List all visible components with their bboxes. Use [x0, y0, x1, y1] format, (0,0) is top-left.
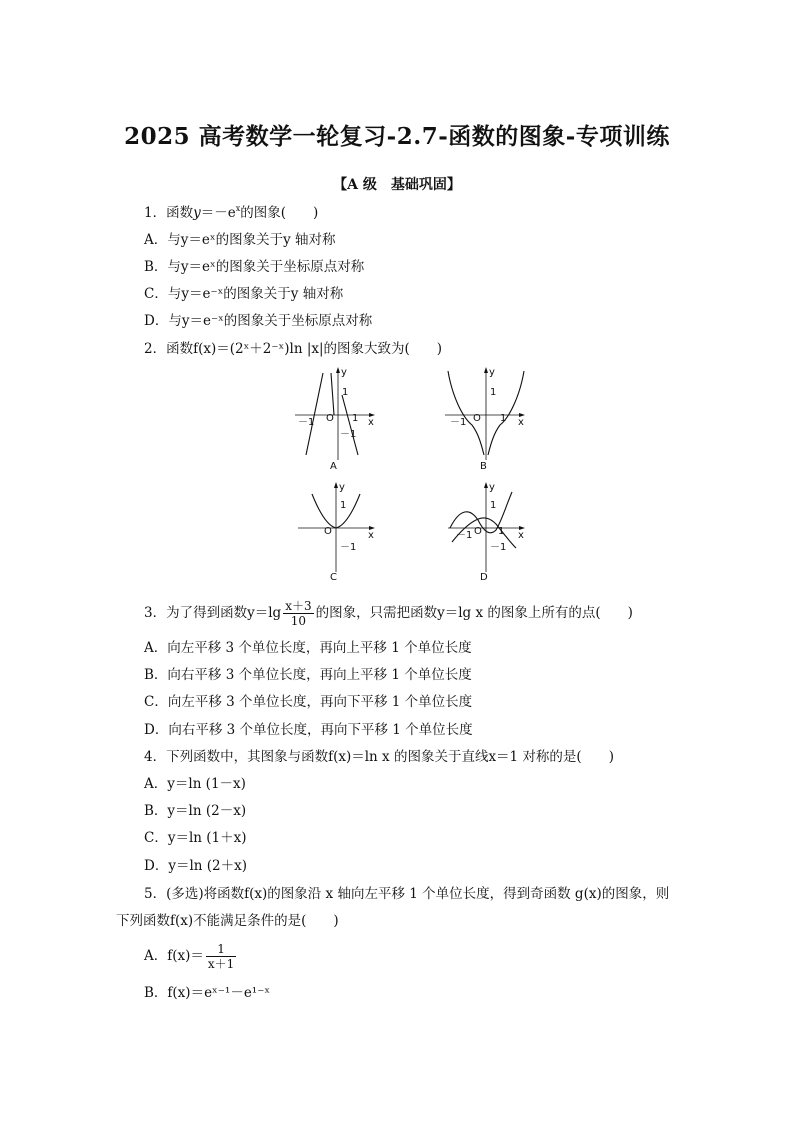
q4-stem: 4．下列函数中，其图象与函数f(x)＝ln x 的图象关于直线x＝1 对称的是( ) — [144, 749, 614, 765]
q5-stem-line2: 下列函数f(x)不能满足条件的是( ) — [116, 913, 339, 929]
q4-option-d: D．y＝ln (2＋x) — [144, 858, 247, 874]
q4-option-a: A．y＝ln (1－x) — [144, 776, 246, 792]
graph-d-ym1: －1 — [490, 542, 507, 553]
graph-d — [440, 480, 530, 590]
graph-b-caption: B — [480, 461, 487, 472]
graph-c — [290, 480, 380, 590]
q4-option-b: B．y＝ln (2－x) — [144, 803, 247, 819]
q2-stem: 2．函数f(x)＝(2ˣ＋2⁻ˣ)ln |x|的图象大致为( ) — [144, 341, 443, 357]
q3-option-d: D．向右平移 3 个单位长度，再向下平移 1 个单位长度 — [144, 722, 473, 738]
q1-option-c: C．与y＝e⁻ˣ的图象关于y 轴对称 — [144, 286, 344, 302]
graph-a-y-label: y — [341, 367, 347, 378]
q3-option-b: B．向右平移 3 个单位长度，再向上平移 1 个单位长度 — [144, 667, 472, 683]
graph-b-y1: 1 — [490, 387, 497, 398]
graph-c-x-label: x — [368, 530, 374, 541]
section-heading: 【A 级 基础巩固】 — [333, 177, 461, 193]
graph-c-y1: 1 — [340, 500, 347, 511]
graph-c-origin: O — [324, 526, 332, 537]
q1-stem: 1．函数$y=-e^x$的图象( ) — [144, 204, 319, 221]
graph-d-caption: D — [480, 572, 488, 583]
q4-option-c: C．y＝ln (1＋x) — [144, 830, 247, 846]
graph-d-y1: 1 — [490, 500, 497, 511]
graph-d-xm1: －1 — [456, 530, 473, 541]
graph-d-origin: O — [474, 526, 482, 537]
q5-option-a-fraction: $\frac{1}{x+1}$ — [207, 942, 235, 971]
graph-c-caption: C — [330, 572, 337, 583]
q1-option-d: D．与y＝e⁻ˣ的图象关于坐标原点对称 — [144, 313, 373, 329]
graph-b-xm1: －1 — [450, 417, 467, 428]
graph-d-y-label: y — [489, 482, 495, 493]
graph-a — [290, 365, 380, 475]
q5-option-b: B．f(x)＝eˣ⁻¹－e¹⁻ˣ — [144, 985, 271, 1001]
page-title: 2025 高考数学一轮复习-2.7-函数的图象-专项训练 — [124, 123, 670, 150]
graph-a-ym1: －1 — [340, 429, 357, 440]
graph-b — [440, 365, 530, 475]
q3-option-a: A．向左平移 3 个单位长度，再向上平移 1 个单位长度 — [144, 640, 472, 656]
graph-c-y-label: y — [339, 482, 345, 493]
graph-d-x-label: x — [518, 530, 524, 541]
q1-option-a: A．与y＝eˣ的图象关于y 轴对称 — [144, 232, 336, 248]
q3-fraction: $\frac{x+3}{10}$ — [285, 599, 312, 628]
graph-a-y1: 1 — [342, 387, 349, 398]
graph-c-ym1: －1 — [340, 542, 357, 553]
graph-b-y-label: y — [489, 367, 495, 378]
graph-a-caption: A — [330, 461, 337, 472]
q3-option-c: C．向左平移 3 个单位长度，再向下平移 1 个单位长度 — [144, 694, 473, 710]
q5-stem-line1: 5．(多选)将函数f(x)的图象沿 x 轴向左平移 1 个单位长度，得到奇函数 g(x)的图象，则 — [144, 886, 670, 902]
graph-b-origin: O — [473, 413, 481, 424]
graph-a-origin: O — [326, 413, 334, 424]
graph-a-xm1: －1 — [298, 417, 315, 428]
graph-d-x1: 1 — [498, 526, 505, 537]
q5-option-a: A．f(x)＝ $\frac{1}{x+1}$ — [144, 942, 235, 971]
q1-option-b: B．与y＝eˣ的图象关于坐标原点对称 — [144, 259, 365, 275]
graph-a-x1: 1 — [352, 413, 359, 424]
graph-b-x1: 1 — [500, 413, 507, 424]
graph-b-x-label: x — [518, 417, 524, 428]
graph-a-x-label: x — [368, 417, 374, 428]
q3-stem: 3．为了得到函数y＝lg $\frac{x+3}{10}$ 的图象，只需把函数y＝lg x 的图象上所有的点( ) — [144, 599, 633, 628]
